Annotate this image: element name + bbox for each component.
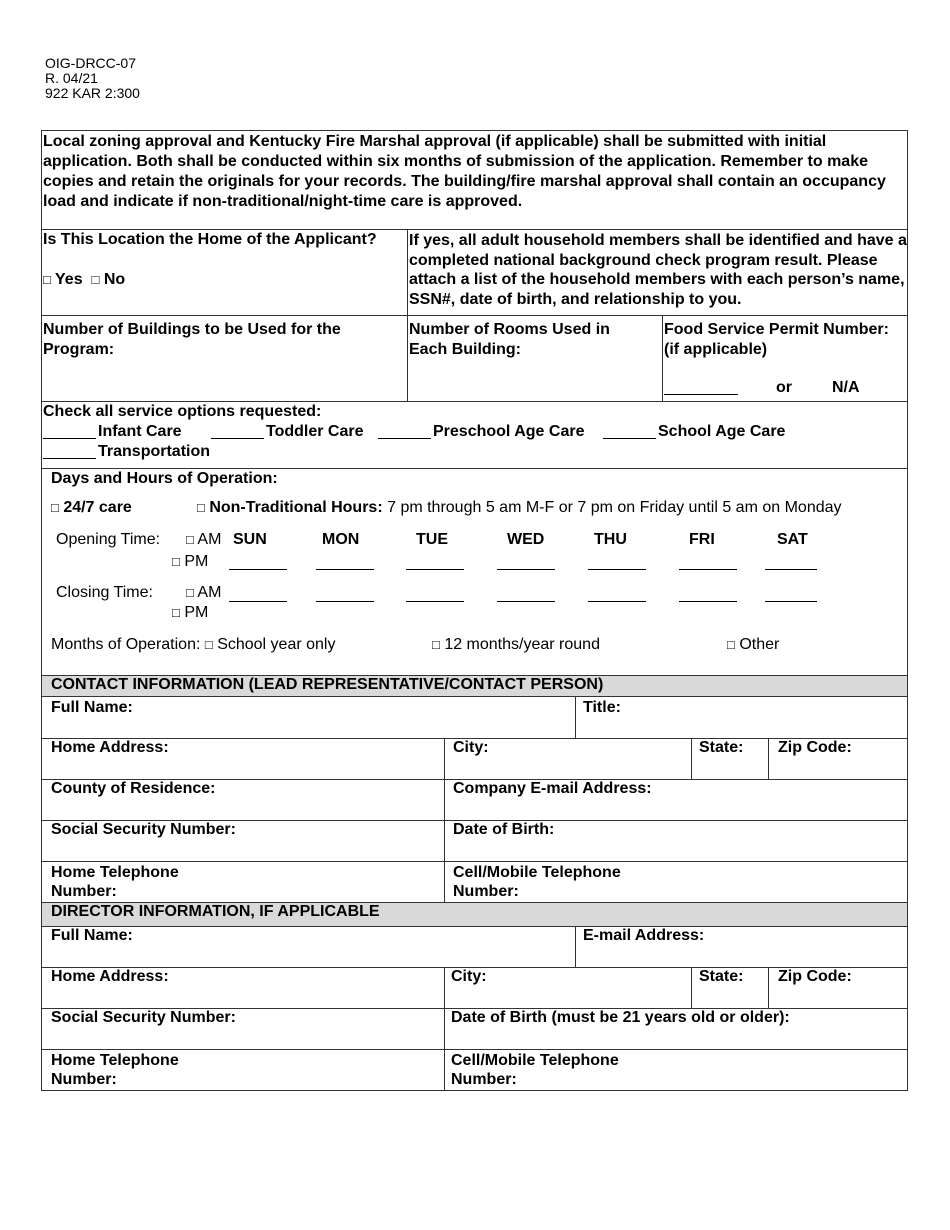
contact-county[interactable]: County of Residence: bbox=[51, 780, 216, 797]
form-header bbox=[45, 56, 140, 101]
preschool-care-label: Preschool Age Care bbox=[433, 423, 585, 440]
hours-label: Days and Hours of Operation: bbox=[51, 470, 278, 487]
closing-sun-field[interactable] bbox=[229, 601, 287, 602]
or-label: or bbox=[776, 379, 792, 396]
director-full-name[interactable]: Full Name: bbox=[51, 927, 133, 944]
services-label: Check all service options requested: bbox=[43, 403, 322, 420]
director-cell-phone[interactable]: Cell/Mobile Telephone Number: bbox=[451, 1052, 619, 1088]
contact-home-phone[interactable]: Home Telephone Number: bbox=[51, 864, 179, 900]
months-label: Months of Operation: □ School year only bbox=[51, 636, 336, 653]
year-round-option bbox=[432, 636, 600, 654]
food-permit-label: Food Service Permit Number: (if applicable) bbox=[664, 321, 889, 358]
nontrad-option bbox=[197, 499, 842, 517]
closing-am-checkbox[interactable]: □ bbox=[186, 585, 194, 600]
day-thu: THU bbox=[594, 531, 627, 548]
form-regulation: 922 KAR 2:300 bbox=[45, 85, 140, 101]
toddler-care-label: Toddler Care bbox=[266, 423, 364, 440]
closing-fri-field[interactable] bbox=[679, 601, 737, 602]
contact-state[interactable]: State: bbox=[699, 739, 744, 756]
transportation-label: Transportation bbox=[98, 443, 211, 460]
buildings-count-label: Number of Buildings to be Used for the Program: bbox=[43, 321, 341, 358]
closing-pm bbox=[172, 604, 208, 622]
opening-tue-field[interactable] bbox=[406, 569, 464, 570]
contact-home-address[interactable]: Home Address: bbox=[51, 739, 169, 756]
care-247-option bbox=[51, 499, 132, 517]
opening-pm-checkbox[interactable]: □ bbox=[172, 554, 180, 569]
form-revision: R. 04/21 bbox=[45, 70, 98, 86]
home-note: If yes, all adult household members shall be identified and have a completed national background check program result. Please attach a list of the household members with each person’s name, SSN#, date of birth, and relationship to you. bbox=[409, 232, 907, 308]
contact-ssn[interactable]: Social Security Number: bbox=[51, 821, 236, 838]
contact-city[interactable]: City: bbox=[453, 739, 489, 756]
closing-tue-field[interactable] bbox=[406, 601, 464, 602]
closing-am bbox=[186, 584, 221, 602]
school-age-care-label: School Age Care bbox=[658, 423, 786, 440]
opening-pm bbox=[172, 553, 208, 571]
food-permit-field[interactable] bbox=[664, 394, 738, 395]
closing-am-label: AM bbox=[197, 584, 222, 601]
care-247-checkbox[interactable]: □ bbox=[51, 500, 59, 515]
rooms-label: Number of Rooms Used in Each Building: bbox=[409, 321, 610, 358]
closing-mon-field[interactable] bbox=[316, 601, 374, 602]
transportation-blank[interactable] bbox=[43, 458, 96, 459]
director-dob[interactable]: Date of Birth (must be 21 years old or older): bbox=[451, 1009, 790, 1026]
director-city[interactable]: City: bbox=[451, 968, 487, 985]
day-sun: SUN bbox=[233, 531, 267, 548]
director-state[interactable]: State: bbox=[699, 968, 744, 985]
infant-care-blank[interactable] bbox=[43, 438, 96, 439]
contact-heading: CONTACT INFORMATION (LEAD REPRESENTATIVE/CONTACT PERSON) bbox=[51, 676, 604, 693]
school-year-checkbox[interactable]: □ bbox=[204, 637, 213, 652]
closing-pm-checkbox[interactable]: □ bbox=[172, 605, 180, 620]
day-mon: MON bbox=[322, 531, 360, 548]
care-247-label: 24/7 care bbox=[63, 499, 132, 516]
notice-text: Local zoning approval and Kentucky Fire Marshal approval (if applicable) shall be submitted with initial application. Both shall be conducted within six months of submission of the application. Remember to make copies and retain the originals for your records. The building/fire marshal approval shall contain an occupancy load and indicate if non-traditional/night-time care is approved. bbox=[43, 133, 886, 210]
nontrad-label: Non-Traditional Hours: bbox=[209, 499, 383, 516]
opening-label: Opening Time: bbox=[56, 531, 161, 548]
day-wed: WED bbox=[507, 531, 545, 548]
opening-wed-field[interactable] bbox=[497, 569, 555, 570]
opening-thu-field[interactable] bbox=[588, 569, 646, 570]
closing-wed-field[interactable] bbox=[497, 601, 555, 602]
preschool-care-blank[interactable] bbox=[378, 438, 431, 439]
contact-company-email[interactable]: Company E-mail Address: bbox=[453, 780, 652, 797]
contact-full-name[interactable]: Full Name: bbox=[51, 699, 133, 716]
contact-title[interactable]: Title: bbox=[583, 699, 621, 716]
na-label: N/A bbox=[832, 379, 860, 396]
day-fri: FRI bbox=[689, 531, 715, 548]
form-id: OIG-DRCC-07 bbox=[45, 55, 137, 71]
no-checkbox[interactable]: □ bbox=[91, 272, 100, 287]
infant-care-label: Infant Care bbox=[98, 423, 182, 440]
yes-checkbox[interactable]: □ bbox=[43, 272, 51, 287]
other-label: Other bbox=[739, 636, 780, 653]
opening-am-label: AM bbox=[197, 531, 222, 548]
director-ssn[interactable]: Social Security Number: bbox=[51, 1009, 236, 1026]
no-label: No bbox=[103, 271, 126, 288]
opening-fri-field[interactable] bbox=[679, 569, 737, 570]
opening-am-checkbox[interactable]: □ bbox=[186, 532, 194, 547]
yes-label: Yes bbox=[55, 271, 83, 288]
contact-zip[interactable]: Zip Code: bbox=[778, 739, 852, 756]
opening-sat-field[interactable] bbox=[765, 569, 817, 570]
year-round-label: 12 months/year round bbox=[444, 636, 600, 653]
opening-pm-label: PM bbox=[184, 553, 209, 570]
home-yes-no bbox=[43, 271, 125, 289]
school-age-care-blank[interactable] bbox=[603, 438, 656, 439]
closing-sat-field[interactable] bbox=[765, 601, 817, 602]
opening-am bbox=[186, 531, 221, 549]
opening-sun-field[interactable] bbox=[229, 569, 287, 570]
opening-mon-field[interactable] bbox=[316, 569, 374, 570]
director-email[interactable]: E-mail Address: bbox=[583, 927, 705, 944]
director-zip[interactable]: Zip Code: bbox=[778, 968, 852, 985]
director-home-address[interactable]: Home Address: bbox=[51, 968, 169, 985]
other-option bbox=[727, 636, 779, 654]
closing-thu-field[interactable] bbox=[588, 601, 646, 602]
other-checkbox[interactable]: □ bbox=[727, 637, 735, 652]
day-sat: SAT bbox=[777, 531, 808, 548]
director-heading: DIRECTOR INFORMATION, IF APPLICABLE bbox=[51, 903, 380, 920]
nontrad-checkbox[interactable]: □ bbox=[197, 500, 205, 515]
closing-label: Closing Time: bbox=[56, 584, 153, 601]
director-home-phone[interactable]: Home Telephone Number: bbox=[51, 1052, 179, 1088]
day-tue: TUE bbox=[416, 531, 448, 548]
school-year-label: School year only bbox=[217, 636, 336, 653]
nontrad-text: 7 pm through 5 am M-F or 7 pm on Friday until 5 am on Monday bbox=[387, 499, 842, 516]
contact-dob[interactable]: Date of Birth: bbox=[453, 821, 555, 838]
toddler-care-blank[interactable] bbox=[211, 438, 264, 439]
year-round-checkbox[interactable]: □ bbox=[432, 637, 440, 652]
closing-pm-label: PM bbox=[184, 604, 209, 621]
home-question: Is This Location the Home of the Applicant? bbox=[43, 231, 377, 248]
contact-cell-phone[interactable]: Cell/Mobile Telephone Number: bbox=[453, 864, 621, 900]
